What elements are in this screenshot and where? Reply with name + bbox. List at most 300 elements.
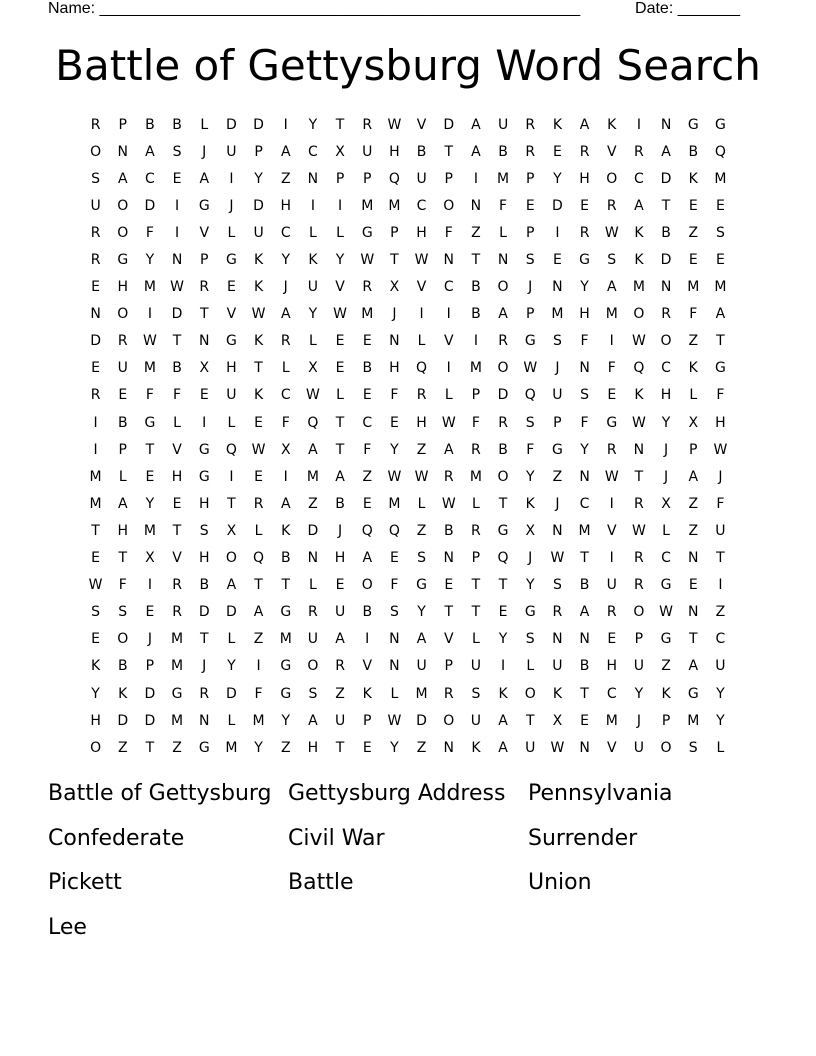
- grid-letter[interactable]: N: [389, 658, 400, 675]
- grid-letter[interactable]: A: [661, 143, 671, 160]
- grid-letter[interactable]: E: [580, 197, 589, 214]
- grid-letter[interactable]: D: [660, 252, 672, 269]
- grid-letter[interactable]: A: [280, 495, 291, 512]
- grid-letter[interactable]: F: [580, 414, 589, 431]
- grid-letter[interactable]: H: [389, 143, 400, 160]
- grid-letter[interactable]: Y: [390, 441, 399, 458]
- grid-letter[interactable]: T: [498, 577, 508, 594]
- grid-letter[interactable]: G: [714, 116, 726, 133]
- grid-letter[interactable]: P: [444, 658, 453, 675]
- grid-letter[interactable]: N: [552, 631, 563, 648]
- grid-letter[interactable]: I: [229, 468, 234, 485]
- grid-letter[interactable]: R: [606, 441, 617, 458]
- grid-letter[interactable]: M: [388, 197, 401, 214]
- grid-letter[interactable]: T: [335, 414, 345, 431]
- grid-letter[interactable]: R: [498, 333, 508, 350]
- grid-letter[interactable]: W: [604, 224, 619, 241]
- grid-letter[interactable]: C: [145, 170, 155, 187]
- grid-letter[interactable]: Y: [91, 685, 100, 702]
- grid-letter[interactable]: E: [91, 360, 100, 377]
- grid-letter[interactable]: E: [552, 252, 562, 269]
- grid-letter[interactable]: K: [362, 685, 372, 702]
- grid-letter[interactable]: W: [333, 306, 347, 323]
- grid-letter[interactable]: T: [145, 739, 155, 756]
- grid-letter[interactable]: M: [361, 197, 374, 214]
- grid-letter[interactable]: Q: [388, 170, 400, 187]
- grid-letter[interactable]: O: [307, 658, 319, 675]
- grid-letter[interactable]: D: [253, 116, 264, 133]
- grid-letter[interactable]: N: [389, 631, 400, 648]
- grid-letter[interactable]: O: [660, 739, 672, 756]
- grid-letter[interactable]: T: [199, 631, 209, 648]
- grid-letter[interactable]: L: [689, 387, 698, 404]
- grid-letter[interactable]: Y: [661, 414, 671, 431]
- grid-letter[interactable]: B: [579, 577, 590, 594]
- grid-letter[interactable]: A: [471, 143, 481, 160]
- grid-letter[interactable]: G: [606, 414, 618, 431]
- grid-letter[interactable]: N: [307, 170, 319, 187]
- grid-letter[interactable]: G: [198, 197, 210, 214]
- grid-letter[interactable]: N: [443, 550, 454, 567]
- grid-letter[interactable]: T: [199, 306, 209, 323]
- grid-letter[interactable]: U: [416, 170, 427, 187]
- grid-letter[interactable]: O: [497, 468, 509, 485]
- grid-letter[interactable]: G: [171, 685, 183, 702]
- grid-letter[interactable]: G: [579, 252, 590, 269]
- grid-letter[interactable]: D: [144, 712, 156, 729]
- grid-letter[interactable]: V: [335, 279, 345, 296]
- grid-letter[interactable]: O: [497, 360, 509, 377]
- grid-letter[interactable]: K: [552, 116, 562, 133]
- grid-letter[interactable]: M: [415, 685, 428, 702]
- grid-letter[interactable]: U: [552, 658, 563, 675]
- grid-letter[interactable]: Y: [498, 631, 508, 648]
- grid-letter[interactable]: I: [446, 360, 451, 377]
- grid-letter[interactable]: U: [307, 631, 319, 648]
- grid-letter[interactable]: E: [688, 252, 698, 269]
- grid-letter[interactable]: W: [441, 495, 456, 512]
- grid-letter[interactable]: I: [419, 306, 424, 323]
- grid-letter[interactable]: J: [338, 522, 343, 539]
- grid-letter[interactable]: U: [307, 279, 319, 296]
- grid-letter[interactable]: L: [254, 522, 263, 539]
- grid-letter[interactable]: S: [417, 550, 427, 567]
- grid-letter[interactable]: I: [446, 306, 451, 323]
- grid-letter[interactable]: K: [253, 333, 264, 350]
- grid-letter[interactable]: H: [198, 550, 210, 567]
- grid-letter[interactable]: Z: [416, 522, 427, 539]
- grid-letter[interactable]: K: [552, 685, 562, 702]
- grid-letter[interactable]: R: [443, 468, 454, 485]
- grid-letter[interactable]: E: [199, 387, 209, 404]
- grid-letter[interactable]: F: [281, 414, 290, 431]
- grid-letter[interactable]: R: [172, 604, 182, 621]
- grid-letter[interactable]: T: [471, 577, 481, 594]
- grid-letter[interactable]: L: [227, 414, 236, 431]
- grid-letter[interactable]: O: [443, 197, 455, 214]
- grid-letter[interactable]: Y: [281, 712, 291, 729]
- grid-letter[interactable]: W: [387, 116, 402, 133]
- date-field[interactable]: Date: _______: [635, 0, 740, 17]
- grid-letter[interactable]: N: [633, 441, 645, 458]
- grid-letter[interactable]: P: [553, 414, 562, 431]
- grid-letter[interactable]: Q: [633, 360, 645, 377]
- grid-letter[interactable]: A: [145, 143, 155, 160]
- grid-letter[interactable]: U: [497, 116, 509, 133]
- grid-letter[interactable]: B: [498, 143, 508, 160]
- grid-letter[interactable]: W: [251, 306, 266, 323]
- grid-letter[interactable]: H: [117, 279, 128, 296]
- grid-letter[interactable]: Q: [497, 550, 509, 567]
- grid-letter[interactable]: G: [280, 604, 292, 621]
- grid-letter[interactable]: Y: [716, 685, 725, 702]
- grid-letter[interactable]: F: [390, 577, 399, 594]
- grid-letter[interactable]: E: [607, 387, 617, 404]
- grid-letter[interactable]: R: [308, 604, 318, 621]
- grid-letter[interactable]: T: [716, 550, 725, 567]
- grid-letter[interactable]: M: [497, 170, 510, 187]
- grid-letter[interactable]: D: [307, 522, 319, 539]
- grid-letter[interactable]: T: [580, 550, 589, 567]
- grid-letter[interactable]: S: [552, 577, 562, 594]
- grid-letter[interactable]: T: [254, 360, 263, 377]
- grid-letter[interactable]: I: [93, 414, 98, 431]
- grid-letter[interactable]: I: [283, 468, 288, 485]
- grid-letter[interactable]: T: [172, 333, 182, 350]
- grid-letter[interactable]: O: [117, 631, 129, 648]
- grid-letter[interactable]: E: [172, 495, 182, 512]
- grid-letter[interactable]: A: [308, 441, 318, 458]
- grid-letter[interactable]: W: [387, 468, 402, 485]
- grid-letter[interactable]: E: [172, 170, 182, 187]
- grid-letter[interactable]: W: [251, 441, 266, 458]
- grid-letter[interactable]: M: [279, 631, 292, 648]
- grid-letter[interactable]: R: [525, 116, 536, 133]
- grid-letter[interactable]: T: [145, 441, 155, 458]
- grid-letter[interactable]: T: [661, 197, 671, 214]
- grid-letter[interactable]: B: [172, 116, 182, 133]
- grid-letter[interactable]: T: [444, 604, 454, 621]
- grid-letter[interactable]: D: [416, 712, 427, 729]
- grid-letter[interactable]: T: [172, 522, 182, 539]
- grid-letter[interactable]: A: [308, 712, 318, 729]
- grid-letter[interactable]: B: [335, 495, 345, 512]
- grid-letter[interactable]: N: [199, 712, 210, 729]
- grid-letter[interactable]: M: [632, 279, 645, 296]
- grid-letter[interactable]: A: [335, 631, 345, 648]
- grid-letter[interactable]: I: [93, 441, 98, 458]
- grid-letter[interactable]: F: [499, 197, 508, 214]
- grid-letter[interactable]: Y: [716, 712, 725, 729]
- grid-letter[interactable]: Z: [661, 658, 671, 675]
- grid-letter[interactable]: H: [117, 522, 128, 539]
- grid-letter[interactable]: C: [715, 631, 726, 648]
- grid-letter[interactable]: W: [604, 468, 619, 485]
- grid-letter[interactable]: R: [362, 279, 373, 296]
- grid-letter[interactable]: F: [716, 495, 725, 512]
- grid-letter[interactable]: W: [88, 577, 103, 594]
- grid-letter[interactable]: E: [389, 414, 399, 431]
- grid-letter[interactable]: H: [334, 550, 346, 567]
- grid-letter[interactable]: O: [117, 197, 129, 214]
- grid-letter[interactable]: S: [91, 604, 101, 621]
- grid-letter[interactable]: Q: [361, 522, 373, 539]
- grid-letter[interactable]: D: [660, 170, 672, 187]
- grid-letter[interactable]: N: [579, 739, 590, 756]
- grid-letter[interactable]: O: [524, 685, 536, 702]
- grid-letter[interactable]: P: [634, 631, 644, 648]
- grid-letter[interactable]: P: [444, 170, 453, 187]
- grid-letter[interactable]: H: [579, 306, 590, 323]
- grid-letter[interactable]: E: [91, 631, 100, 648]
- grid-letter[interactable]: G: [225, 333, 237, 350]
- grid-letter[interactable]: J: [283, 279, 288, 296]
- grid-letter[interactable]: P: [335, 170, 345, 187]
- grid-letter[interactable]: J: [392, 306, 397, 323]
- grid-letter[interactable]: W: [441, 414, 456, 431]
- grid-letter[interactable]: N: [579, 468, 590, 485]
- grid-letter[interactable]: R: [606, 197, 617, 214]
- grid-letter[interactable]: I: [147, 306, 152, 323]
- grid-letter[interactable]: V: [443, 631, 454, 648]
- grid-letter[interactable]: O: [606, 170, 618, 187]
- grid-letter[interactable]: R: [90, 252, 101, 269]
- grid-letter[interactable]: P: [390, 224, 399, 241]
- grid-letter[interactable]: I: [202, 414, 207, 431]
- grid-letter[interactable]: A: [498, 712, 508, 729]
- grid-letter[interactable]: S: [525, 252, 535, 269]
- grid-letter[interactable]: V: [606, 522, 617, 539]
- grid-letter[interactable]: N: [199, 333, 210, 350]
- grid-letter[interactable]: N: [117, 143, 128, 160]
- grid-letter[interactable]: L: [526, 658, 535, 675]
- grid-letter[interactable]: C: [280, 224, 291, 241]
- grid-letter[interactable]: W: [305, 387, 320, 404]
- grid-letter[interactable]: I: [501, 658, 506, 675]
- grid-letter[interactable]: I: [229, 170, 234, 187]
- grid-letter[interactable]: Z: [471, 224, 481, 241]
- grid-letter[interactable]: C: [661, 360, 671, 377]
- grid-letter[interactable]: M: [171, 712, 184, 729]
- grid-letter[interactable]: A: [117, 495, 128, 512]
- grid-letter[interactable]: L: [227, 224, 236, 241]
- grid-letter[interactable]: M: [469, 468, 482, 485]
- grid-letter[interactable]: K: [634, 252, 644, 269]
- grid-letter[interactable]: D: [226, 604, 237, 621]
- grid-letter[interactable]: F: [390, 387, 399, 404]
- grid-letter[interactable]: G: [225, 252, 237, 269]
- grid-letter[interactable]: L: [227, 712, 236, 729]
- grid-letter[interactable]: E: [362, 333, 372, 350]
- grid-letter[interactable]: K: [634, 387, 644, 404]
- grid-letter[interactable]: F: [145, 387, 154, 404]
- grid-letter[interactable]: M: [551, 306, 564, 323]
- grid-letter[interactable]: J: [202, 658, 207, 675]
- grid-letter[interactable]: E: [91, 279, 100, 296]
- grid-letter[interactable]: T: [716, 333, 725, 350]
- grid-letter[interactable]: U: [117, 360, 128, 377]
- grid-letter[interactable]: M: [714, 279, 727, 296]
- grid-letter[interactable]: N: [579, 631, 590, 648]
- grid-letter[interactable]: I: [147, 577, 152, 594]
- grid-letter[interactable]: X: [661, 495, 671, 512]
- grid-letter[interactable]: N: [90, 306, 101, 323]
- grid-letter[interactable]: R: [471, 522, 481, 539]
- grid-letter[interactable]: Y: [254, 739, 263, 756]
- grid-letter[interactable]: S: [308, 685, 318, 702]
- grid-letter[interactable]: K: [308, 252, 318, 269]
- grid-letter[interactable]: C: [443, 279, 454, 296]
- grid-letter[interactable]: I: [338, 197, 343, 214]
- grid-letter[interactable]: Y: [417, 604, 426, 621]
- grid-letter[interactable]: L: [309, 224, 317, 241]
- grid-letter[interactable]: P: [526, 170, 535, 187]
- grid-letter[interactable]: X: [280, 441, 291, 458]
- grid-letter[interactable]: R: [661, 306, 671, 323]
- grid-letter[interactable]: E: [715, 197, 725, 214]
- grid-letter[interactable]: Z: [688, 224, 699, 241]
- grid-letter[interactable]: Y: [145, 495, 155, 512]
- grid-letter[interactable]: P: [526, 224, 535, 241]
- grid-letter[interactable]: V: [443, 333, 454, 350]
- grid-letter[interactable]: J: [555, 360, 560, 377]
- grid-letter[interactable]: B: [498, 441, 508, 458]
- grid-letter[interactable]: O: [90, 739, 102, 756]
- grid-letter[interactable]: Y: [145, 252, 155, 269]
- grid-letter[interactable]: K: [525, 495, 535, 512]
- grid-letter[interactable]: A: [688, 658, 699, 675]
- grid-letter[interactable]: V: [172, 550, 182, 567]
- grid-letter[interactable]: V: [226, 306, 237, 323]
- grid-letter[interactable]: K: [118, 685, 128, 702]
- grid-letter[interactable]: G: [198, 739, 210, 756]
- grid-letter[interactable]: I: [609, 550, 614, 567]
- grid-letter[interactable]: W: [550, 550, 565, 567]
- grid-letter[interactable]: A: [579, 116, 590, 133]
- grid-letter[interactable]: H: [416, 414, 427, 431]
- grid-letter[interactable]: K: [281, 522, 291, 539]
- grid-letter[interactable]: S: [580, 387, 590, 404]
- grid-letter[interactable]: W: [414, 252, 429, 269]
- grid-letter[interactable]: M: [89, 468, 102, 485]
- grid-letter[interactable]: E: [607, 631, 617, 648]
- grid-letter[interactable]: W: [713, 441, 728, 458]
- grid-letter[interactable]: E: [254, 414, 263, 431]
- grid-letter[interactable]: A: [498, 306, 508, 323]
- grid-letter[interactable]: O: [225, 550, 237, 567]
- grid-letter[interactable]: Y: [335, 252, 345, 269]
- grid-letter[interactable]: L: [281, 360, 290, 377]
- grid-letter[interactable]: L: [417, 333, 426, 350]
- grid-letter[interactable]: M: [388, 495, 401, 512]
- grid-letter[interactable]: P: [200, 252, 209, 269]
- grid-letter[interactable]: Y: [227, 658, 236, 675]
- grid-letter[interactable]: A: [226, 577, 237, 594]
- grid-letter[interactable]: B: [117, 658, 128, 675]
- grid-letter[interactable]: W: [142, 333, 157, 350]
- grid-letter[interactable]: B: [362, 360, 373, 377]
- grid-letter[interactable]: H: [416, 224, 427, 241]
- grid-letter[interactable]: I: [609, 333, 614, 350]
- grid-letter[interactable]: A: [471, 116, 481, 133]
- grid-letter[interactable]: P: [661, 712, 671, 729]
- grid-letter[interactable]: T: [335, 116, 345, 133]
- grid-letter[interactable]: J: [718, 468, 723, 485]
- grid-letter[interactable]: Q: [714, 143, 726, 160]
- grid-letter[interactable]: E: [525, 197, 535, 214]
- grid-letter[interactable]: L: [309, 577, 317, 594]
- grid-letter[interactable]: I: [718, 577, 723, 594]
- grid-letter[interactable]: N: [443, 739, 454, 756]
- grid-letter[interactable]: R: [199, 685, 210, 702]
- grid-letter[interactable]: R: [280, 333, 291, 350]
- grid-letter[interactable]: G: [416, 577, 427, 594]
- grid-letter[interactable]: Y: [308, 306, 318, 323]
- grid-letter[interactable]: Q: [416, 360, 428, 377]
- grid-letter[interactable]: R: [471, 441, 481, 458]
- grid-letter[interactable]: C: [308, 143, 318, 160]
- grid-letter[interactable]: R: [416, 387, 427, 404]
- grid-letter[interactable]: L: [390, 685, 399, 702]
- grid-letter[interactable]: U: [253, 224, 264, 241]
- grid-letter[interactable]: N: [389, 333, 400, 350]
- grid-letter[interactable]: F: [689, 306, 698, 323]
- grid-letter[interactable]: X: [525, 522, 536, 539]
- grid-letter[interactable]: U: [606, 577, 617, 594]
- grid-letter[interactable]: W: [631, 333, 646, 350]
- grid-letter[interactable]: W: [360, 252, 375, 269]
- grid-letter[interactable]: C: [416, 197, 427, 214]
- grid-letter[interactable]: Z: [688, 495, 699, 512]
- grid-letter[interactable]: R: [634, 550, 644, 567]
- grid-letter[interactable]: U: [416, 658, 427, 675]
- grid-letter[interactable]: X: [389, 279, 400, 296]
- grid-letter[interactable]: O: [117, 306, 129, 323]
- grid-letter[interactable]: Z: [117, 739, 128, 756]
- grid-letter[interactable]: U: [715, 658, 726, 675]
- grid-letter[interactable]: W: [523, 360, 538, 377]
- grid-letter[interactable]: O: [633, 604, 645, 621]
- grid-letter[interactable]: Z: [335, 685, 345, 702]
- grid-letter[interactable]: U: [362, 143, 373, 160]
- grid-letter[interactable]: T: [335, 739, 345, 756]
- grid-letter[interactable]: L: [662, 522, 670, 539]
- grid-letter[interactable]: E: [498, 604, 508, 621]
- grid-letter[interactable]: I: [175, 224, 180, 241]
- grid-letter[interactable]: B: [661, 224, 671, 241]
- grid-letter[interactable]: S: [91, 170, 101, 187]
- grid-letter[interactable]: Y: [634, 685, 644, 702]
- grid-letter[interactable]: Z: [280, 739, 291, 756]
- grid-letter[interactable]: K: [471, 739, 481, 756]
- grid-letter[interactable]: E: [335, 577, 345, 594]
- grid-letter[interactable]: H: [660, 387, 672, 404]
- grid-letter[interactable]: F: [716, 387, 725, 404]
- grid-letter[interactable]: G: [361, 224, 373, 241]
- grid-letter[interactable]: D: [226, 116, 237, 133]
- grid-letter[interactable]: M: [687, 279, 700, 296]
- grid-letter[interactable]: W: [170, 279, 184, 296]
- grid-letter[interactable]: D: [226, 685, 237, 702]
- grid-letter[interactable]: M: [469, 360, 482, 377]
- grid-letter[interactable]: G: [144, 414, 156, 431]
- grid-letter[interactable]: K: [607, 116, 617, 133]
- grid-letter[interactable]: L: [716, 739, 725, 756]
- grid-letter[interactable]: C: [280, 387, 291, 404]
- grid-letter[interactable]: E: [145, 604, 155, 621]
- grid-letter[interactable]: S: [525, 631, 535, 648]
- grid-letter[interactable]: S: [688, 739, 698, 756]
